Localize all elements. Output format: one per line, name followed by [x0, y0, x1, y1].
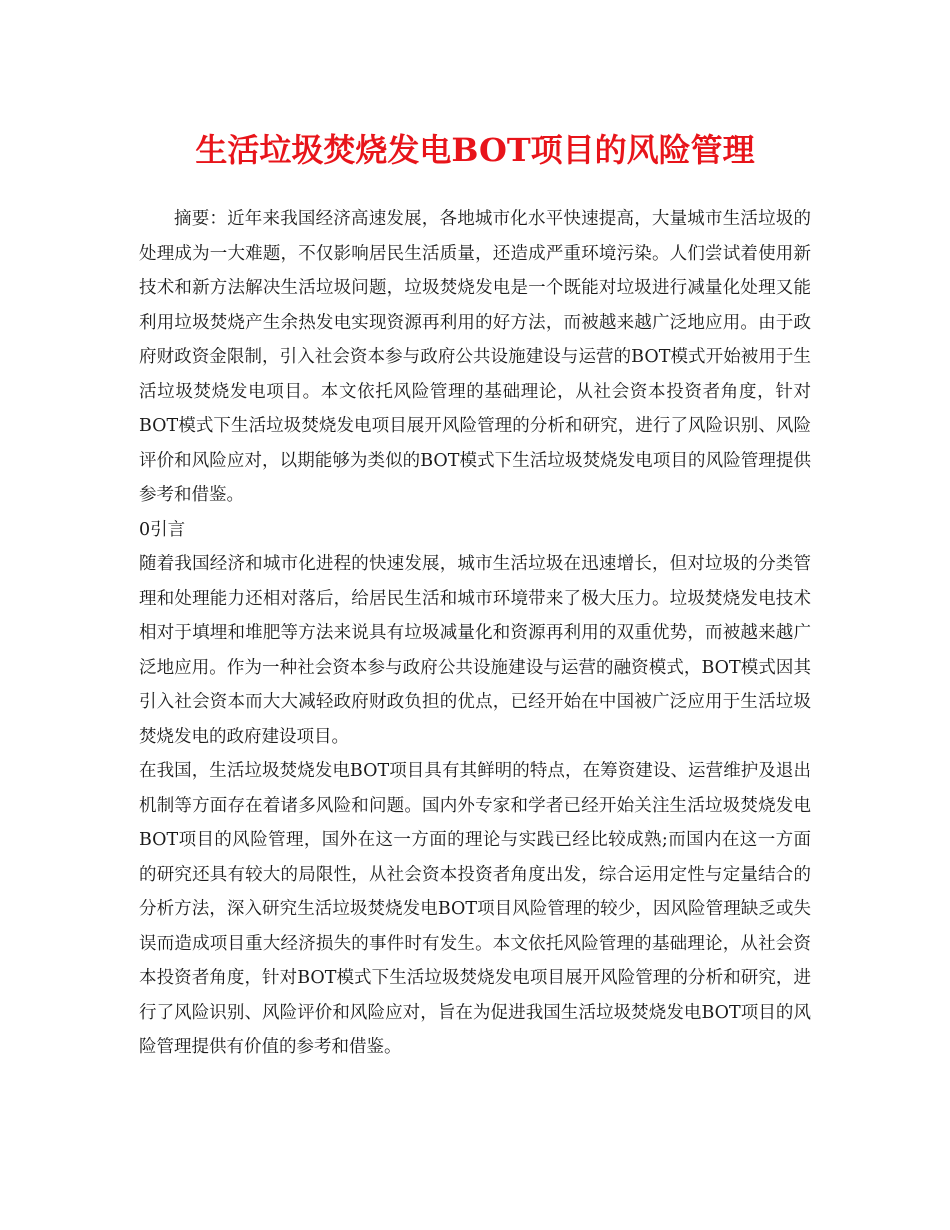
- document-title: 生活垃圾焚烧发电BOT项目的风险管理: [195, 131, 755, 169]
- section-heading-introduction: 0引言: [139, 519, 186, 540]
- abstract-paragraph: 摘要：近年来我国经济高速发展，各地城市化水平快速提高，大量城市生活垃圾的处理成为一大难题，不仅影响居民生活质量，还造成严重环境污染。人们尝试着使用新技术和新方法解决生活垃圾问题，垃圾焚烧发电是一个既能对垃圾进行减量化处理又能利用垃圾焚烧产生余热发电实现资源再利用的好方法，而被越来越广泛地应用。由于政府财政资金限制，引入社会资本参与政府公共设施建设与运营的BOT模式开始被用于生活垃圾焚烧发电项目。本文依托风险管理的基础理论，从社会资本投资者角度，针对BOT模式下生活垃圾焚烧发电项目展开风险管理的分析和研究，进行了风险识别、风险评价和风险应对，以期能够为类似的BOT模式下生活垃圾焚烧发电项目的风险管理提供参考和借鉴。: [139, 209, 811, 505]
- intro-paragraph-1: 随着我国经济和城市化进程的快速发展，城市生活垃圾在迅速增长，但对垃圾的分类管理和处理能力还相对落后，给居民生活和城市环境带来了极大压力。垃圾焚烧发电技术相对于填埋和堆肥等方法来说具有垃圾减量化和资源再利用的双重优势，而被越来越广泛地应用。作为一种社会资本参与政府公共设施建设与运营的融资模式，BOT模式因其引入社会资本而大大减轻政府财政负担的优点，已经开始在中国被广泛应用于生活垃圾焚烧发电的政府建设项目。: [139, 554, 811, 747]
- document-page: [139, 120, 811, 1065]
- intro-paragraph-2: 在我国，生活垃圾焚烧发电BOT项目具有其鲜明的特点，在筹资建设、运营维护及退出机制等方面存在着诸多风险和问题。国内外专家和学者已经开始关注生活垃圾焚烧发电BOT项目的风险管理，国外在这一方面的理论与实践已经比较成熟;而国内在这一方面的研究还具有较大的局限性，从社会资本投资者角度出发，综合运用定性与定量结合的分析方法，深入研究生活垃圾焚烧发电BOT项目风险管理的较少，因风险管理缺乏或失误而造成项目重大经济损失的事件时有发生。本文依托风险管理的基础理论，从社会资本投资者角度，针对BOT模式下生活垃圾焚烧发电项目展开风险管理的分析和研究，进行了风险识别、风险评价和风险应对，旨在为促进我国生活垃圾焚烧发电BOT项目的风险管理提供有价值的参考和借鉴。: [139, 761, 811, 1057]
